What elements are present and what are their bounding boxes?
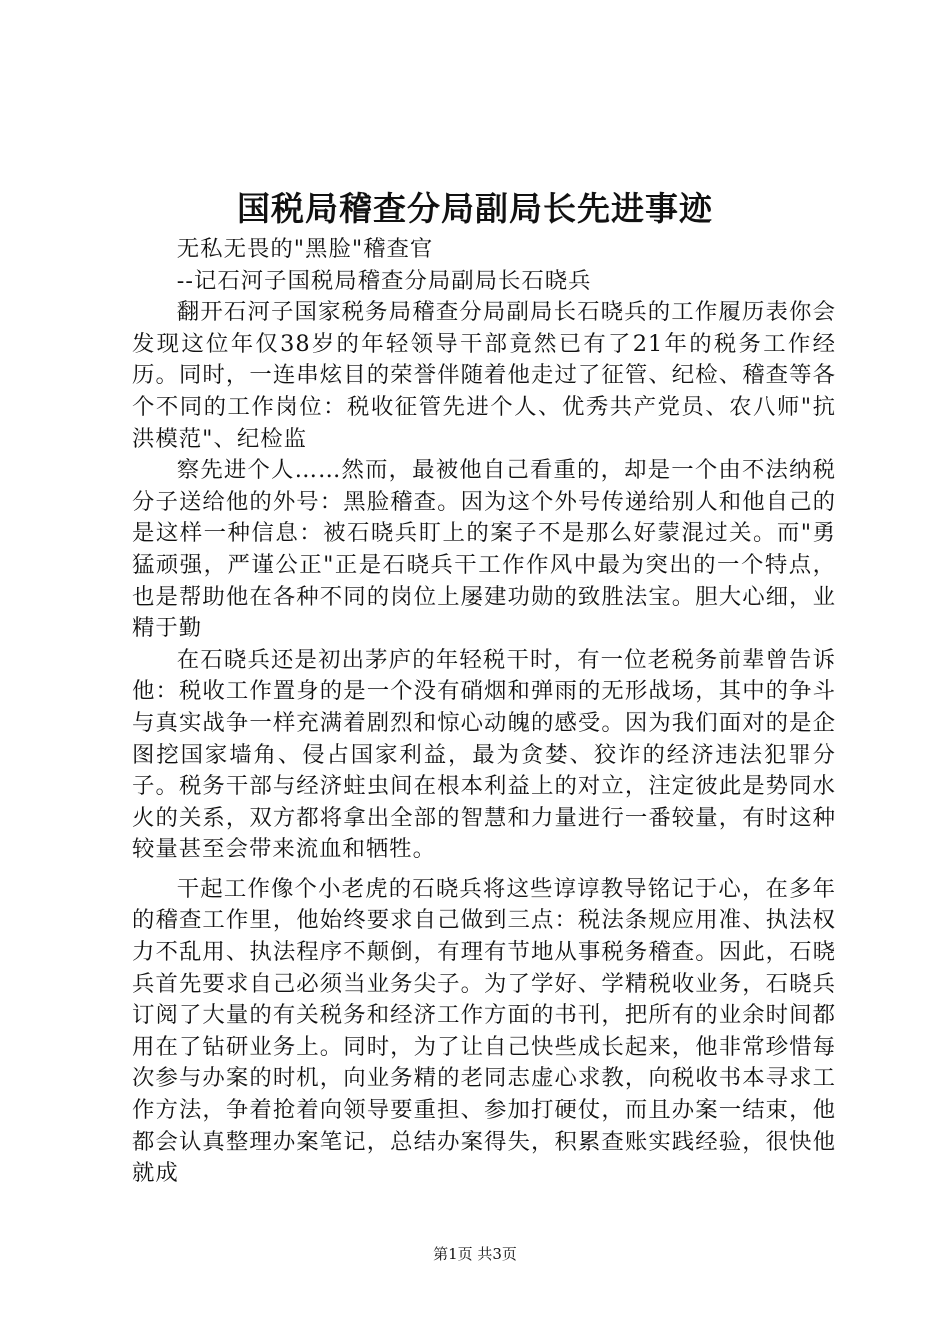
paragraph: 干起工作像个小老虎的石晓兵将这些谆谆教导铭记于心，在多年的稽查工作里，他始终要求自己做到三点：税法条规应用准、执法权力不乱用、执法程序不颠倒，有理有节地从事税务稽查。因此，石晓兵首先要求自己必须当业务尖子。为了学好、学精税收业务，石晓兵订阅了大量的有关税务和经济工作方面的书刊，把所有的业余时间都用在了钻研业务上。同时，为了让自己快些成长起来，他非常珍惜每次参与办案的时机，向业务精的老同志虚心求教，向税收书本寻求工作方法，争着抢着向领导要重担、参加打硬仗，而且办案一结束，他都会认真整理办案笔记，总结办案得失，积累查账实践经验，很快他就成 bbox=[132, 875, 836, 1187]
document-body bbox=[132, 234, 836, 1190]
byline: --记石河子国税局稽查分局副局长石晓兵 bbox=[176, 267, 592, 294]
paragraph: 察先进个人……然而，最被他自己看重的，却是一个由不法纳税分子送给他的外号：黑脸稽查。因为这个外号传递给别人和他自己的是这样一种信息：被石晓兵盯上的案子不是那么好蒙混过关。而"勇猛顽强，严谨公正"正是石晓兵干工作作风中最为突出的一个特点，也是帮助他在各种不同的岗位上屡建功勋的致胜法宝。胆大心细，业精于勤 bbox=[132, 457, 836, 642]
page-number-footer: 第1页 共3页 bbox=[433, 1245, 517, 1263]
document-title: 国税局稽查分局副局长先进事迹 bbox=[237, 189, 713, 228]
subtitle-line: 无私无畏的"黑脸"稽查官 bbox=[176, 236, 434, 262]
paragraph: 翻开石河子国家税务局稽查分局副局长石晓兵的工作履历表你会发现这位年仅38岁的年轻领导干部竟然已有了21年的税务工作经历。同时，一连串炫目的荣誉伴随着他走过了征管、纪检、稽查等各个不同的工作岗位：税收征管先进个人、优秀共产党员、农八师"抗洪模范"、纪检监 bbox=[132, 299, 836, 452]
paragraph: 在石晓兵还是初出茅庐的年轻税干时，有一位老税务前辈曾告诉他：税收工作置身的是一个没有硝烟和弹雨的无形战场，其中的争斗与真实战争一样充满着剧烈和惊心动魄的感受。因为我们面对的是企图挖国家墙角、侵占国家利益，最为贪婪、狡诈的经济违法犯罪分子。税务干部与经济蛀虫间在根本利益上的对立，注定彼此是势同水火的关系，双方都将拿出全部的智慧和力量进行一番较量，有时这种较量甚至会带来流血和牺牲。 bbox=[132, 646, 836, 863]
